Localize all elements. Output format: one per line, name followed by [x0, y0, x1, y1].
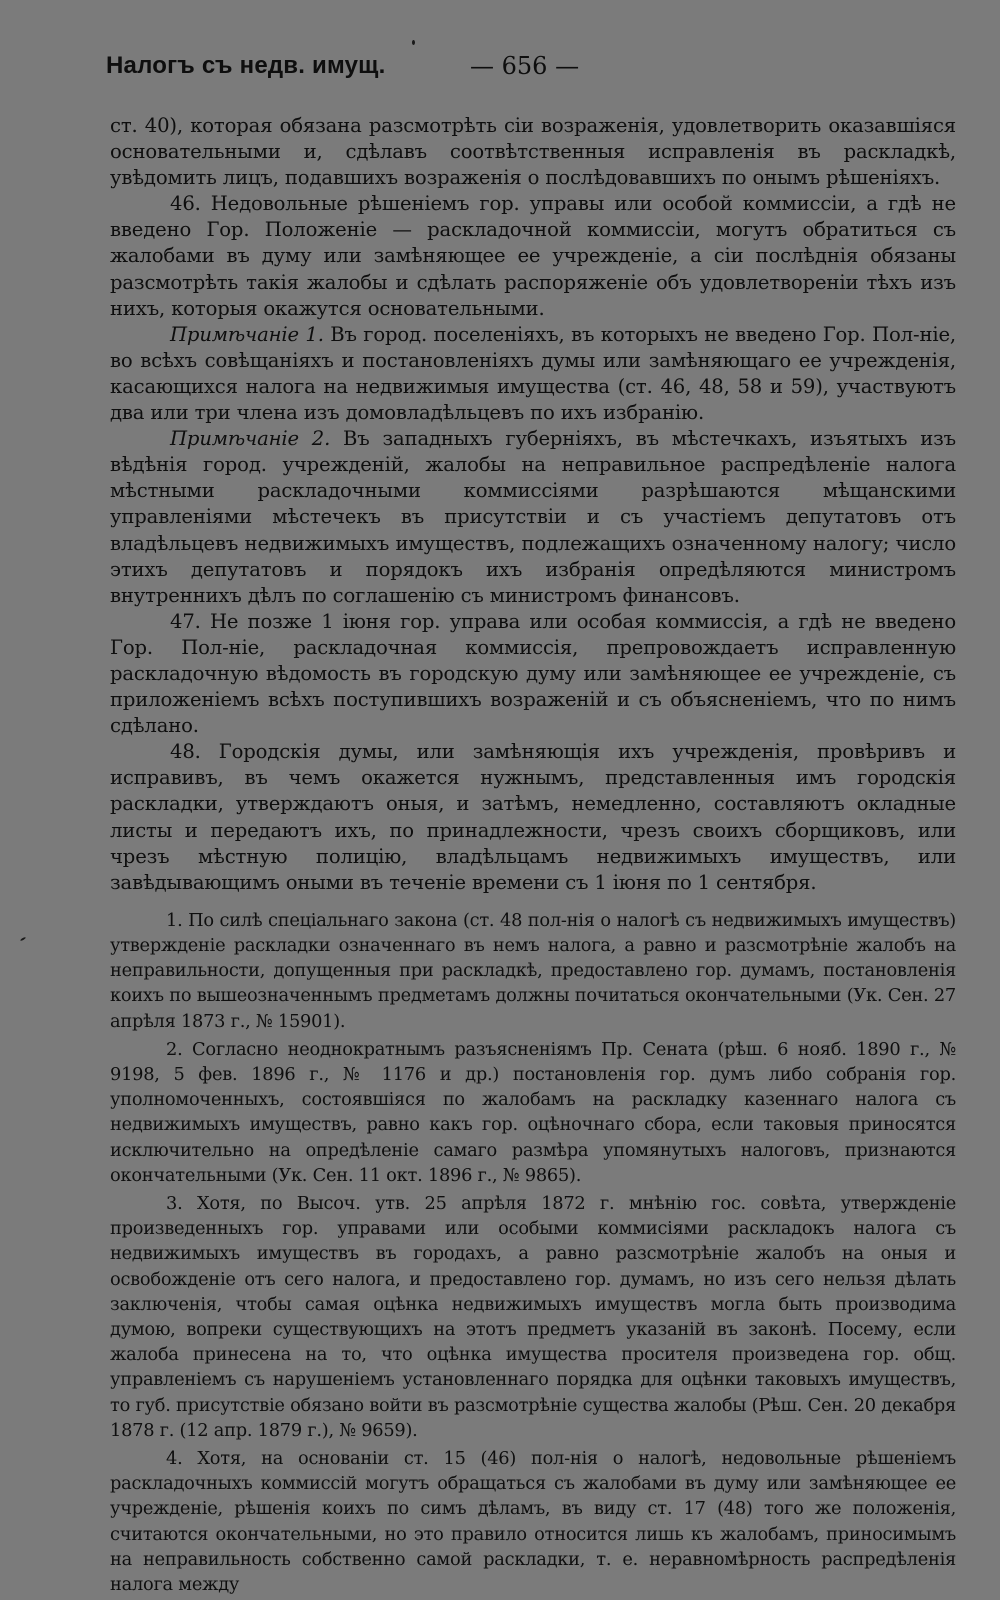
scan-speck: [20, 937, 26, 942]
page-header: [106, 52, 956, 88]
commentary-notes: [110, 908, 956, 1597]
scan-speck: [412, 40, 415, 45]
page-body: [110, 113, 956, 1600]
article-47: 47. Не позже 1 іюня гор. управа или особая коммиссія, а гдѣ не введено Гор. Пол-ніе, раскладочная коммиссія, препровождаетъ исправленную раскладочную вѣдомость въ городскую думу или замѣняющее ее учрежденіе, съ приложеніемъ всѣхъ поступившихъ возраженій и съ объясненіемъ, что по нимъ сдѣлано.: [110, 609, 956, 738]
commentary-item-1: 1. По силѣ спеціальнаго закона (ст. 48 пол-нія о налогѣ съ недвижимыхъ имуществъ) утвержденіе раскладки означеннаго въ немъ налога, а равно и разсмотрѣніе жалобъ на неправильности, допущенныя при раскладкѣ, предоставлено гор. думамъ, постановленія коихъ по вышеозначеннымъ предметамъ должны почитаться окончательными (Ук. Сен. 27 апрѣля 1873 г., № 15901).: [110, 909, 956, 1032]
commentary-item-4: 4. Хотя, на основаніи ст. 15 (46) пол-нія о налогѣ, недовольные рѣшеніемъ раскладочныхъ коммиссій могутъ обращаться съ жалобами въ думу или замѣняющее ее учрежденіе, рѣшенія коихъ по симъ дѣламъ, въ виду ст. 17 (48) того же положенія, считаются окончательными, но это правило относится лишь къ жалобамъ, приносимымъ на неправильность собственно самой раскладки, т. е. неравномѣрность распредѣленія налога между: [110, 1448, 956, 1596]
statute-text: [110, 113, 956, 896]
page-number: — 656 —: [470, 52, 580, 80]
paragraph-continuation: ст. 40), которая обязана разсмотрѣть сіи возраженія, удовлетворить оказавшіяся основательными и, сдѣлавъ соотвѣтственныя исправленія въ раскладкѣ, увѣдомить лицъ, подавшихъ возраженія о послѣдовавшихъ по онымъ рѣшеніяхъ.: [110, 114, 956, 190]
note-1-heading: Примѣчаніе 1.: [170, 322, 324, 346]
commentary-item-3: 3. Хотя, по Высоч. утв. 25 апрѣля 1872 г. мнѣнію гос. совѣта, утвержденіе произведенныхъ гор. управами или особыми коммисіями раскладокъ налога съ недвижимыхъ имуществъ въ городахъ, а равно разсмотрѣніе жалобъ на оныя и освобожденіе отъ сего налога, и предоставлено гор. думамъ, но изъ сего нельзя дѣлать заключенія, чтобы самая оцѣнка недвижимыхъ имуществъ могла быть производима думою, вопреки существующихъ на этотъ предметъ указаній въ законѣ. Посему, если жалоба принесена на то, что оцѣнка имущества просителя произведена гор. общ. управленіемъ съ нарушеніемъ установленнаго порядка для оцѣнки таковыхъ имуществъ, то губ. присутствіе обязано войти въ разсмотрѣніе существа жалобы (Рѣш. Сен. 20 декабря 1878 г. (12 апр. 1879 г.), № 9659).: [110, 1193, 956, 1441]
note-2: [110, 426, 956, 609]
note-2-heading: Примѣчаніе 2.: [170, 427, 331, 451]
note-1: [110, 322, 956, 426]
running-title: Налогъ съ недв. имущ.: [106, 52, 386, 79]
article-48: 48. Городскія думы, или замѣняющія ихъ учрежденія, провѣривъ и исправивъ, въ чемъ окажется нужнымъ, представленныя имъ городскія раскладки, утверждаютъ оныя, и затѣмъ, немедленно, составляютъ окладные листы и передаютъ ихъ, по принадлежности, чрезъ своихъ сборщиковъ, или чрезъ мѣстную полицію, владѣльцамъ недвижимыхъ имуществъ, или завѣдывающимъ оными въ теченіе времени съ 1 іюня по 1 сентября.: [110, 740, 956, 894]
article-46: 46. Недовольные рѣшеніемъ гор. управы или особой коммиссіи, а гдѣ не введено Гор. Положеніе — раскладочной коммиссіи, могутъ обратиться съ жалобами въ думу или замѣняющее ее учрежденіе, а сіи послѣднія обязаны разсмотрѣть такія жалобы и сдѣлать распоряженіе объ удовлетвореніи тѣхъ изъ нихъ, которыя окажутся основательными.: [110, 192, 956, 320]
note-1-text: Въ город. поселеніяхъ, въ которыхъ не введено Гор. Пол-ніе, во всѣхъ совѣщаніяхъ и постановленіяхъ думы или замѣняющаго ее учрежденія, касающихся налога на недвижимыя имущества (ст. 46, 48, 58 и 59), участвуютъ два или три члена изъ домовладѣльцевъ по ихъ избранію.: [110, 322, 956, 425]
commentary-item-2: 2. Согласно неоднократнымъ разъясненіямъ Пр. Сената (рѣш. 6 нояб. 1890 г., № 9198, 5 фев. 1896 г., № 1176 и др.) постановленія гор. думъ либо собранія гор. уполномоченныхъ, состоявшіяся по жалобамъ на раскладку казеннаго налога съ недвижимыхъ имуществъ, равно какъ гор. оцѣночнаго сбора, если таковыя приносятся исключительно на опредѣленіе самаго размѣра упомянутыхъ налоговъ, признаются окончательными (Ук. Сен. 11 окт. 1896 г., № 9865).: [110, 1038, 956, 1186]
note-2-text: Въ западныхъ губерніяхъ, въ мѣстечкахъ, изъятыхъ изъ вѣдѣнія город. учрежденій, жалобы на неправильное распредѣленіе налога мѣстными раскладочными коммиссіями разрѣшаются мѣщанскими управленіями мѣстечекъ въ присутствіи и съ участіемъ депутатовъ отъ владѣльцевъ недвижимыхъ имуществъ, подлежащихъ означенному налогу; число этихъ депутатовъ и порядокъ ихъ избранія опредѣляются министромъ внутреннихъ дѣлъ по соглашенію съ министромъ финансовъ.: [110, 427, 956, 607]
